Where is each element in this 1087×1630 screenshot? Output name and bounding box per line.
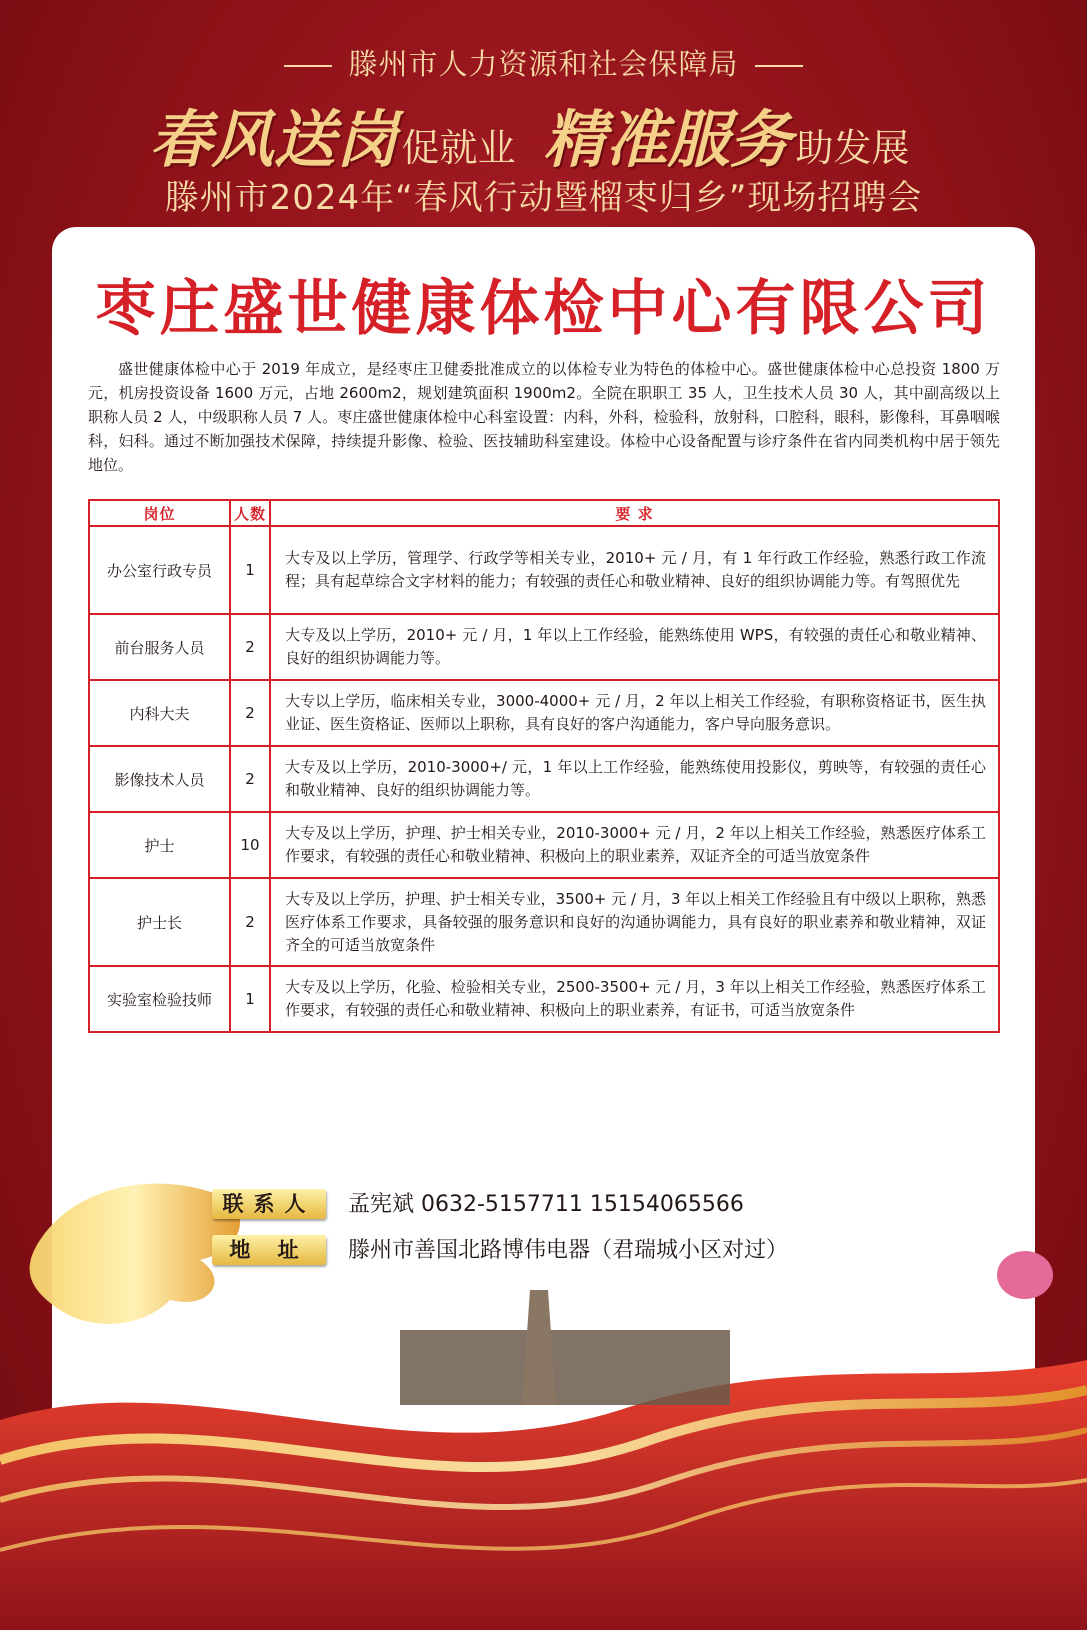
pagoda-icon	[522, 1290, 556, 1405]
row-count: 2	[230, 614, 270, 680]
left-divider	[284, 65, 332, 67]
row-position: 办公室行政专员	[89, 526, 230, 614]
bureau-name: 滕州市人力资源和社会保障局	[348, 47, 739, 81]
station-building	[400, 1330, 730, 1405]
slogan-small-2: 助发展	[795, 126, 910, 170]
contact-address-value: 滕州市善国北路博伟电器（君瑞城小区对过）	[348, 1238, 789, 1263]
row-position: 护士长	[89, 878, 230, 966]
slogan-big-2: 精准服务	[543, 103, 792, 176]
right-divider	[755, 65, 803, 67]
row-requirements: 大专及以上学历，管理学、行政学等相关专业，2010+ 元 / 月，有 1 年行政工作经验，熟悉行政工作流程；具有起草综合文字材料的能力；有较强的责任心和敬业精神、良好的组织协调能力等。有驾照优先	[270, 526, 999, 614]
row-position: 内科大夫	[89, 680, 230, 746]
table-row	[89, 746, 999, 812]
row-requirements: 大专及以上学历，2010+ 元 / 月，1 年以上工作经验，能熟练使用 WPS，有较强的责任心和敬业精神、良好的组织协调能力等。	[270, 614, 999, 680]
row-position: 前台服务人员	[89, 614, 230, 680]
row-count: 2	[230, 878, 270, 966]
event-title: 滕州市2024年“春风行动暨榴枣归乡”现场招聘会	[164, 178, 923, 218]
company-name: 枣庄盛世健康体检中心有限公司	[95, 274, 992, 344]
dragon-head-icon	[30, 1184, 240, 1324]
slogan	[0, 90, 1087, 179]
header-requirements: 要 求	[270, 500, 999, 526]
decorative-footer	[0, 1160, 1087, 1630]
contact-address-label: 地 址	[212, 1235, 326, 1265]
row-position: 护士	[89, 812, 230, 878]
header-count: 人数	[230, 500, 270, 526]
table-header-row	[89, 500, 999, 526]
poster-header	[0, 0, 1087, 230]
table-row	[89, 878, 999, 966]
slogan-big-1: 春风送岗	[149, 103, 398, 176]
row-count: 2	[230, 746, 270, 812]
row-requirements: 大专及以上学历，化验、检验相关专业，2500-3500+ 元 / 月，3 年以上相关工作经验，熟悉医疗体系工作要求，有较强的责任心和敬业精神、积极向上的职业素养，有证书，可适当放宽条件	[270, 966, 999, 1032]
row-requirements: 大专及以上学历，护理、护士相关专业，3500+ 元 / 月，3 年以上相关工作经验且有中级以上职称，熟悉医疗体系工作要求，具备较强的服务意识和良好的沟通协调能力，具有良好的职业素养和敬业精神，双证齐全的可适当放宽条件	[270, 878, 999, 966]
row-requirements: 大专及以上学历，护理、护士相关专业，2010-3000+ 元 / 月，2 年以上相关工作经验，熟悉医疗体系工作要求，有较强的责任心和敬业精神、积极向上的职业素养，双证齐全的可适当放宽条件	[270, 812, 999, 878]
table-row	[89, 966, 999, 1032]
row-count: 1	[230, 526, 270, 614]
contact-person-value: 孟宪斌 0632-5157711 15154065566	[348, 1192, 744, 1217]
table-row	[89, 614, 999, 680]
row-count: 10	[230, 812, 270, 878]
job-table	[88, 499, 1000, 1033]
row-requirements: 大专以上学历，临床相关专业，3000-4000+ 元 / 月，2 年以上相关工作经验，有职称资格证书，医生执业证、医生资格证、医师以上职称，具有良好的客户沟通能力，客户导向服务意识。	[270, 680, 999, 746]
table-row	[89, 680, 999, 746]
contact-person-label: 联系人	[212, 1189, 326, 1219]
slogan-small-1: 促就业	[401, 126, 516, 170]
row-count: 2	[230, 680, 270, 746]
table-row	[89, 812, 999, 878]
row-requirements: 大专及以上学历，2010-3000+/ 元，1 年以上工作经验，能熟练使用投影仪，剪映等，有较强的责任心和敬业精神、良好的组织协调能力等。	[270, 746, 999, 812]
company-intro: 盛世健康体检中心于 2019 年成立，是经枣庄卫健委批准成立的以体检专业为特色的体检中心。盛世健康体检中心总投资 1800 万元，机房投资设备 1600 万元，占地 2600m2，规划建筑面积 1900m2。全院在职职工 35 人，卫生技术人员 30 人，其中副高级以上职称人员 2 人，中级职称人员 7 人。枣庄盛世健康体检中心科室设置：内科，外科，检验科，放射科，口腔科，眼科，影像科，耳鼻咽喉科，妇科。通过不断加强技术保障，持续提升影像、检验、医技辅助科室建设。体检中心设备配置与诊疗条件在省内同类机构中居于领先地位。	[88, 360, 1000, 474]
row-position: 实验室检验技师	[89, 966, 230, 1032]
row-count: 1	[230, 966, 270, 1032]
lotus-icon	[997, 1251, 1053, 1299]
table-row	[89, 526, 999, 614]
row-position: 影像技术人员	[89, 746, 230, 812]
contact-person	[212, 1189, 812, 1221]
contact-address	[212, 1235, 812, 1267]
header-position: 岗位	[89, 500, 230, 526]
bureau-title	[0, 42, 1087, 83]
